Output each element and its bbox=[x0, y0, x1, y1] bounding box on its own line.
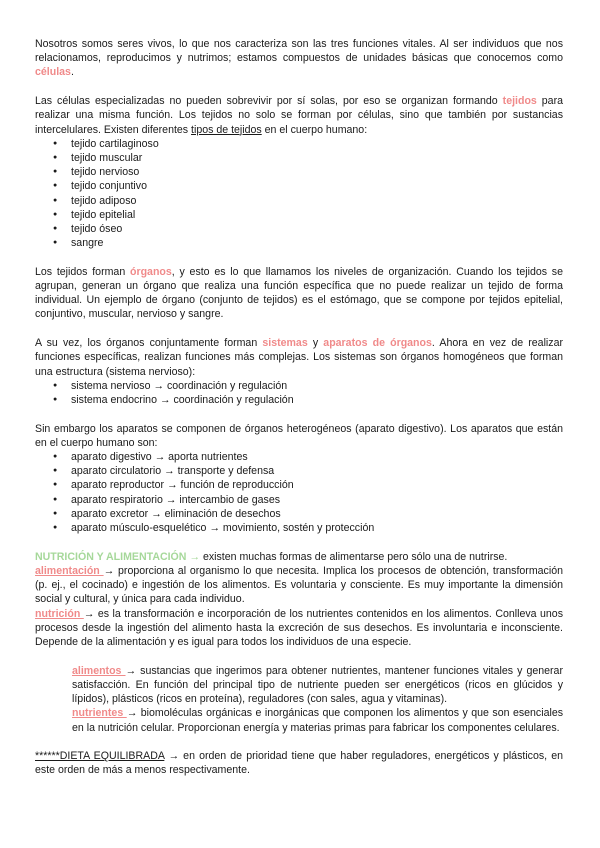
paragraph-alimentacion bbox=[35, 564, 563, 607]
alimentacion-text: → proporciona al organismo lo que necesita. Implica los procesos de obtención, transformación (p. ej., el cocinado) e ingestión de los alimentos. Es voluntaria y consciente. Es muy importante la dimensión social y cultural, y única para cada individuo. bbox=[35, 565, 563, 606]
list-item: ● tejido muscular bbox=[35, 151, 563, 165]
keyword-celulas: células bbox=[35, 66, 71, 79]
nutrientes-text: → biomoléculas orgánicas e inorgánicas que componen los alimentos y que son esenciales en la nutrición celular. Proporcionan energía y materias primas para fabricar los componentes celulares. bbox=[72, 707, 564, 734]
organos-text-a: Los tejidos forman bbox=[35, 265, 130, 278]
paragraph-nutrientes bbox=[72, 706, 563, 734]
list-item: ● tejido cartilaginoso bbox=[35, 137, 563, 151]
list-item: ● sistema endocrino → coordinación y regulación bbox=[35, 393, 563, 407]
heading-rest: existen muchas formas de alimentarse pero sólo una de nutrirse. bbox=[200, 550, 508, 563]
tipos-de-tejidos-link[interactable]: tipos de tejidos bbox=[191, 123, 262, 136]
keyword-tejidos: tejidos bbox=[502, 95, 537, 108]
intro-end: . bbox=[70, 66, 74, 79]
list-item: ● tejido adiposo bbox=[35, 194, 563, 208]
sistemas-text-a: A su vez, los órganos conjuntamente forman bbox=[35, 337, 263, 350]
list-item: ● sangre bbox=[35, 236, 563, 250]
tejidos-text-a: Las células especializadas no pueden sobrevivir por sí solas, por eso se organizan formando bbox=[35, 95, 503, 108]
paragraph-sistemas bbox=[35, 336, 563, 379]
paragraph-dieta bbox=[35, 749, 563, 777]
tejidos-text-b: para realizar una misma función. Los tejidos no solo se forman por células, sino que también por sustancias intercelulares. Existen diferentes bbox=[35, 95, 563, 136]
alimentos-text: → sustancias que ingerimos para obtener nutrientes, mantener funciones vitales y generar satisfacción. En función del principal tipo de nutriente pueden ser energéticos (ricos en glúcidos y lípidos), plásticos (ricos en proteína), reguladores (con sales, agua y vitaminas). bbox=[72, 664, 563, 706]
nutricion-text: → es la transformación e incorporación de los nutrientes contenidos en los alimentos. Conlleva unos procesos desde la ingestión del alimento hasta la excreción de sus desechos. Es involuntaria e inconsciente. Depende de la alimentación y es igual para todos los individuos de una especie. bbox=[35, 607, 563, 649]
definitions-block bbox=[35, 664, 563, 735]
list-item: ● tejido epitelial bbox=[35, 208, 563, 222]
dieta-text: → en orden de prioridad tiene que haber reguladores, energéticos y plásticos, en este orden de más a menos respectivamente. bbox=[35, 750, 564, 777]
keyword-nutrientes: nutrientes bbox=[72, 707, 127, 720]
intro-text: Nosotros somos seres vivos, lo que nos caracteriza son las tres funciones vitales. Al ser individuos que nos relacionamos, reproducimos y nutrimos; estamos compuestos de unidades básicas que conocemos como bbox=[35, 38, 563, 65]
list-item: ● aparato circulatorio → transporte y defensa bbox=[35, 464, 563, 478]
organos-text-b: , y esto es lo que llamamos los niveles de organización. Cuando los tejidos se agrupan, generan un órgano que realiza una función específica que no puede realizar un tejido de forma individual. Un ejemplo de órgano (conjunto de tejidos) es el estómago, que se compone por tejidos epitelial, conjuntivo, muscular, nervioso y sangre. bbox=[35, 265, 563, 321]
list-item: ● tejido conjuntivo bbox=[35, 179, 563, 193]
tejidos-list bbox=[35, 137, 563, 251]
paragraph-organos bbox=[35, 265, 563, 322]
dieta-equilibrada-label: ******DIETA EQUILIBRADA bbox=[35, 750, 165, 763]
paragraph-intro bbox=[35, 37, 563, 80]
paragraph-nutricion bbox=[35, 607, 563, 650]
paragraph-nutricion-heading bbox=[35, 550, 563, 564]
aparatos-list bbox=[35, 450, 563, 535]
list-item: ● sistema nervioso → coordinación y regulación bbox=[35, 379, 563, 393]
paragraph-tejidos bbox=[35, 94, 563, 137]
keyword-nutricion: nutrición bbox=[35, 607, 84, 620]
aparatos-text: Sin embargo los aparatos se componen de órganos heterogéneos (aparato digestivo). Los aparatos que están en el cuerpo humano son: bbox=[35, 422, 563, 449]
paragraph-alimentos bbox=[72, 664, 563, 707]
sistemas-text-c: . Ahora en vez de realizar funciones específicas, realizan funciones más complejas. Los sistemas son órganos homogéneos que forman una estructura (sistema nervioso): bbox=[35, 337, 563, 378]
list-item: ● tejido óseo bbox=[35, 222, 563, 236]
paragraph-aparatos bbox=[35, 422, 563, 450]
list-item: ● aparato músculo-esquelético → movimiento, sostén y protección bbox=[35, 521, 563, 535]
heading-nutricion-alimentacion: NUTRICIÓN Y ALIMENTACIÓN → bbox=[35, 550, 200, 563]
keyword-sistemas: sistemas bbox=[262, 337, 308, 350]
keyword-alimentacion: alimentación bbox=[35, 565, 104, 577]
list-item: ● aparato excretor → eliminación de desechos bbox=[35, 507, 563, 521]
keyword-alimentos: alimentos bbox=[72, 664, 126, 677]
list-item: ● aparato reproductor → función de reproducción bbox=[35, 478, 563, 492]
sistemas-text-b: y bbox=[307, 337, 324, 350]
list-item: ● aparato digestivo → aporta nutrientes bbox=[35, 450, 563, 464]
tejidos-text-c: en el cuerpo humano: bbox=[261, 123, 368, 136]
sistemas-list bbox=[35, 379, 563, 407]
keyword-aparatos-de-organos: aparatos de órganos bbox=[323, 337, 432, 350]
document-page bbox=[35, 37, 563, 778]
keyword-organos: órganos bbox=[129, 265, 172, 278]
list-item: ● aparato respiratorio → intercambio de gases bbox=[35, 493, 563, 507]
list-item: ● tejido nervioso bbox=[35, 165, 563, 179]
